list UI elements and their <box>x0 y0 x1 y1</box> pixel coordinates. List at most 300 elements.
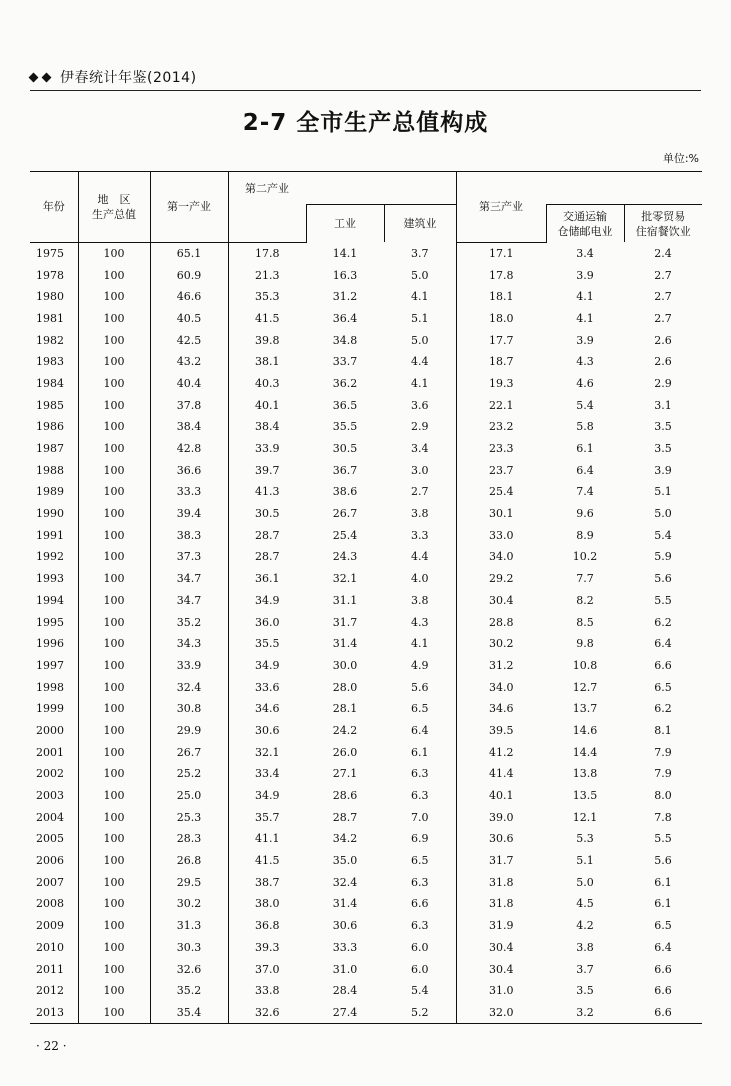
value-cell: 6.1 <box>654 875 672 889</box>
value-cell: 6.6 <box>411 897 429 911</box>
value-cell: 36.4 <box>332 311 358 325</box>
value-cell: 5.6 <box>654 854 672 868</box>
value-cell: 100 <box>78 958 150 980</box>
table-row <box>30 481 702 503</box>
value-cell: 23.2 <box>456 416 546 438</box>
table-row <box>30 286 702 308</box>
table-row <box>30 329 702 351</box>
value-cell: 13.8 <box>572 767 598 781</box>
value-cell: 31.8 <box>456 871 546 893</box>
header-tertiary: 第三产业 <box>456 172 546 243</box>
value-cell: 3.7 <box>576 962 594 976</box>
value-cell: 42.8 <box>150 438 228 460</box>
diamond-icon <box>29 72 39 82</box>
table-row <box>30 980 702 1002</box>
value-cell: 4.0 <box>411 572 429 586</box>
value-cell: 10.2 <box>572 550 598 564</box>
value-cell: 9.8 <box>576 637 594 651</box>
value-cell: 30.0 <box>332 658 358 672</box>
value-cell: 100 <box>78 915 150 937</box>
value-cell: 38.4 <box>228 416 306 438</box>
value-cell: 3.1 <box>654 398 672 412</box>
value-cell: 25.2 <box>150 763 228 785</box>
header-trade-line2: 住宿餐饮业 <box>635 224 691 238</box>
year-cell: 1985 <box>36 398 64 412</box>
value-cell: 26.7 <box>332 507 358 521</box>
value-cell: 37.3 <box>150 546 228 568</box>
value-cell: 8.9 <box>576 528 594 542</box>
value-cell: 36.1 <box>228 568 306 590</box>
value-cell: 31.2 <box>332 290 358 304</box>
value-cell: 35.2 <box>150 980 228 1002</box>
value-cell: 41.5 <box>228 850 306 872</box>
table-row <box>30 828 702 850</box>
value-cell: 5.2 <box>384 1002 456 1024</box>
value-cell: 34.9 <box>228 590 306 612</box>
value-cell: 30.4 <box>456 937 546 959</box>
table-row <box>30 264 702 286</box>
header-transport <box>546 205 624 243</box>
value-cell: 32.6 <box>228 1002 306 1024</box>
value-cell: 100 <box>78 459 150 481</box>
table-header <box>30 172 702 243</box>
page-title: 2-7 全市生产总值构成 <box>242 110 489 136</box>
value-cell: 31.4 <box>332 637 358 651</box>
value-cell: 2.6 <box>654 333 672 347</box>
value-cell: 39.8 <box>228 329 306 351</box>
value-cell: 32.0 <box>456 1002 546 1024</box>
value-cell: 28.8 <box>456 611 546 633</box>
value-cell: 5.1 <box>576 854 594 868</box>
table-row <box>30 546 702 568</box>
value-cell: 5.0 <box>576 875 594 889</box>
header-trade-line1: 批零贸易 <box>641 209 686 223</box>
value-cell: 7.8 <box>654 810 672 824</box>
header-gdp <box>78 172 150 243</box>
value-cell: 100 <box>78 980 150 1002</box>
value-cell: 100 <box>78 763 150 785</box>
value-cell: 34.6 <box>456 698 546 720</box>
value-cell: 35.0 <box>332 854 358 868</box>
value-cell: 100 <box>78 785 150 807</box>
value-cell: 29.5 <box>150 871 228 893</box>
value-cell: 100 <box>78 264 150 286</box>
header-gdp-line1: 地 区 <box>97 192 131 206</box>
value-cell: 28.4 <box>332 984 358 998</box>
value-cell: 31.2 <box>456 655 546 677</box>
value-cell: 10.8 <box>572 658 598 672</box>
value-cell: 8.5 <box>576 615 594 629</box>
value-cell: 17.8 <box>228 242 306 264</box>
table-row <box>30 611 702 633</box>
value-cell: 4.3 <box>576 355 594 369</box>
value-cell: 100 <box>78 394 150 416</box>
value-cell: 28.7 <box>332 810 358 824</box>
value-cell: 9.6 <box>576 507 594 521</box>
table-row <box>30 438 702 460</box>
table-body <box>30 242 702 1024</box>
value-cell: 28.1 <box>332 702 358 716</box>
value-cell: 6.6 <box>624 1002 702 1024</box>
value-cell: 34.7 <box>150 590 228 612</box>
value-cell: 38.4 <box>150 416 228 438</box>
value-cell: 31.8 <box>456 893 546 915</box>
table-row <box>30 676 702 698</box>
value-cell: 46.6 <box>150 286 228 308</box>
value-cell: 2.9 <box>654 376 672 390</box>
year-cell: 1993 <box>36 572 64 586</box>
table-row <box>30 1002 702 1024</box>
value-cell: 29.9 <box>150 720 228 742</box>
value-cell: 5.1 <box>411 311 429 325</box>
value-cell: 2.4 <box>654 246 672 260</box>
value-cell: 60.9 <box>150 264 228 286</box>
value-cell: 100 <box>78 655 150 677</box>
year-cell: 2006 <box>36 854 64 868</box>
value-cell: 6.2 <box>654 702 672 716</box>
value-cell: 39.7 <box>228 459 306 481</box>
value-cell: 6.1 <box>576 442 594 456</box>
table-row <box>30 785 702 807</box>
value-cell: 100 <box>78 698 150 720</box>
value-cell: 30.6 <box>228 720 306 742</box>
value-cell: 3.8 <box>576 940 594 954</box>
value-cell: 24.3 <box>332 550 358 564</box>
year-cell: 2001 <box>36 745 64 759</box>
value-cell: 6.2 <box>654 615 672 629</box>
value-cell: 28.0 <box>332 680 358 694</box>
header-gdp-line2: 生产总值 <box>92 207 136 221</box>
value-cell: 37.8 <box>150 394 228 416</box>
header-trade <box>624 205 702 243</box>
value-cell: 6.0 <box>411 962 429 976</box>
value-cell: 3.0 <box>411 463 429 477</box>
value-cell: 7.9 <box>654 767 672 781</box>
value-cell: 2.7 <box>654 268 672 282</box>
year-cell: 2013 <box>30 1002 78 1024</box>
value-cell: 2.7 <box>654 290 672 304</box>
value-cell: 41.3 <box>228 481 306 503</box>
value-cell: 100 <box>78 871 150 893</box>
value-cell: 3.8 <box>411 507 429 521</box>
table-row <box>30 373 702 395</box>
value-cell: 3.6 <box>411 398 429 412</box>
value-cell: 13.7 <box>572 702 598 716</box>
value-cell: 100 <box>78 546 150 568</box>
value-cell: 34.0 <box>456 676 546 698</box>
value-cell: 31.7 <box>332 615 358 629</box>
value-cell: 3.5 <box>576 984 594 998</box>
year-cell: 1999 <box>36 702 64 716</box>
value-cell: 31.0 <box>332 962 358 976</box>
table-row <box>30 459 702 481</box>
value-cell: 23.7 <box>456 459 546 481</box>
year-cell: 2002 <box>36 767 64 781</box>
value-cell: 5.4 <box>411 984 429 998</box>
value-cell: 33.6 <box>228 676 306 698</box>
value-cell: 33.7 <box>332 355 358 369</box>
value-cell: 43.2 <box>150 351 228 373</box>
value-cell: 35.7 <box>228 806 306 828</box>
year-cell: 2000 <box>36 723 64 737</box>
table-row <box>30 416 702 438</box>
value-cell: 3.7 <box>411 246 429 260</box>
header-construction: 建筑业 <box>384 205 456 243</box>
value-cell: 100 <box>78 351 150 373</box>
value-cell: 31.0 <box>456 980 546 1002</box>
year-cell: 1994 <box>36 593 64 607</box>
value-cell: 14.6 <box>572 723 598 737</box>
value-cell: 34.3 <box>150 633 228 655</box>
header-tertiary-span <box>546 172 702 205</box>
value-cell: 6.3 <box>411 919 429 933</box>
value-cell: 31.1 <box>332 593 358 607</box>
value-cell: 30.6 <box>332 919 358 933</box>
value-cell: 100 <box>78 416 150 438</box>
header-secondary-span <box>306 172 456 205</box>
year-cell: 2009 <box>36 919 64 933</box>
year-cell: 1978 <box>36 268 64 282</box>
value-cell: 35.5 <box>332 420 358 434</box>
value-cell: 17.8 <box>456 264 546 286</box>
year-cell: 1975 <box>36 246 64 260</box>
value-cell: 100 <box>78 329 150 351</box>
table-row <box>30 308 702 330</box>
header-transport-line1: 交通运输 <box>563 209 607 223</box>
value-cell: 31.9 <box>456 915 546 937</box>
value-cell: 3.4 <box>411 442 429 456</box>
value-cell: 39.4 <box>150 503 228 525</box>
value-cell: 26.7 <box>150 741 228 763</box>
value-cell: 30.4 <box>456 590 546 612</box>
value-cell: 100 <box>78 676 150 698</box>
value-cell: 13.5 <box>572 789 598 803</box>
page-number: · 22 · <box>36 1039 67 1053</box>
value-cell: 28.7 <box>228 524 306 546</box>
value-cell: 31.4 <box>332 897 358 911</box>
value-cell: 3.5 <box>654 420 672 434</box>
value-cell: 3.9 <box>654 463 672 477</box>
value-cell: 33.8 <box>228 980 306 1002</box>
value-cell: 4.5 <box>576 897 594 911</box>
value-cell: 100 <box>78 524 150 546</box>
value-cell: 6.5 <box>411 854 429 868</box>
value-cell: 6.5 <box>654 680 672 694</box>
table-row <box>30 850 702 872</box>
table-row <box>30 937 702 959</box>
header-industry: 工业 <box>306 205 384 243</box>
value-cell: 30.3 <box>150 937 228 959</box>
value-cell: 40.5 <box>150 308 228 330</box>
value-cell: 4.1 <box>411 290 429 304</box>
unit-label: 单位:% <box>662 152 699 165</box>
year-cell: 1992 <box>36 550 64 564</box>
year-cell: 1996 <box>36 637 64 651</box>
value-cell: 39.0 <box>456 806 546 828</box>
value-cell: 27.1 <box>332 767 358 781</box>
value-cell: 5.6 <box>411 680 429 694</box>
value-cell: 30.6 <box>456 828 546 850</box>
table-row <box>30 524 702 546</box>
value-cell: 100 <box>78 481 150 503</box>
value-cell: 100 <box>78 850 150 872</box>
value-cell: 5.8 <box>576 420 594 434</box>
value-cell: 29.2 <box>456 568 546 590</box>
value-cell: 35.4 <box>150 1002 228 1024</box>
year-cell: 1988 <box>36 463 64 477</box>
running-header <box>30 66 197 88</box>
year-cell: 1986 <box>36 420 64 434</box>
value-cell: 6.4 <box>654 637 672 651</box>
table-row <box>30 394 702 416</box>
value-cell: 23.3 <box>456 438 546 460</box>
value-cell: 33.9 <box>228 438 306 460</box>
header-rule <box>30 90 701 91</box>
year-cell: 1980 <box>36 290 64 304</box>
value-cell: 65.1 <box>150 242 228 264</box>
value-cell: 38.1 <box>228 351 306 373</box>
table-row <box>30 915 702 937</box>
value-cell: 4.9 <box>411 658 429 672</box>
value-cell: 38.3 <box>150 524 228 546</box>
value-cell: 5.0 <box>654 507 672 521</box>
gdp-composition-table <box>30 171 702 1024</box>
value-cell: 100 <box>78 503 150 525</box>
value-cell: 38.6 <box>332 485 358 499</box>
year-cell: 2011 <box>36 962 64 976</box>
table-row <box>30 351 702 373</box>
value-cell: 33.9 <box>150 655 228 677</box>
value-cell: 100 <box>78 242 150 264</box>
value-cell: 18.1 <box>456 286 546 308</box>
value-cell: 3.9 <box>576 268 594 282</box>
value-cell: 7.4 <box>576 485 594 499</box>
table-row <box>30 655 702 677</box>
year-cell: 2007 <box>36 875 64 889</box>
value-cell: 25.0 <box>150 785 228 807</box>
value-cell: 4.4 <box>411 550 429 564</box>
book-title: 伊春统计年鉴(2014) <box>60 70 197 86</box>
value-cell: 28.7 <box>228 546 306 568</box>
value-cell: 12.1 <box>572 810 598 824</box>
value-cell: 34.7 <box>150 568 228 590</box>
value-cell: 32.4 <box>150 676 228 698</box>
value-cell: 4.3 <box>411 615 429 629</box>
value-cell: 3.5 <box>654 442 672 456</box>
value-cell: 5.0 <box>411 268 429 282</box>
value-cell: 6.6 <box>654 658 672 672</box>
year-cell: 2004 <box>36 810 64 824</box>
value-cell: 5.3 <box>576 832 594 846</box>
value-cell: 8.1 <box>654 723 672 737</box>
value-cell: 4.1 <box>411 376 429 390</box>
value-cell: 36.2 <box>332 376 358 390</box>
value-cell: 35.3 <box>228 286 306 308</box>
year-cell: 1998 <box>36 680 64 694</box>
year-cell: 2008 <box>36 897 64 911</box>
table-row <box>30 763 702 785</box>
value-cell: 5.5 <box>654 593 672 607</box>
table-row <box>30 871 702 893</box>
value-cell: 8.0 <box>654 789 672 803</box>
diamond-icon <box>42 72 52 82</box>
table-row <box>30 590 702 612</box>
value-cell: 25.4 <box>456 481 546 503</box>
value-cell: 41.2 <box>456 741 546 763</box>
value-cell: 100 <box>78 720 150 742</box>
value-cell: 4.1 <box>576 290 594 304</box>
year-cell: 2012 <box>36 984 64 998</box>
value-cell: 6.1 <box>654 897 672 911</box>
value-cell: 26.0 <box>332 745 358 759</box>
value-cell: 5.4 <box>576 398 594 412</box>
header-secondary: 第二产业 <box>228 172 306 205</box>
value-cell: 21.3 <box>228 264 306 286</box>
value-cell: 100 <box>78 1002 150 1024</box>
value-cell: 32.1 <box>332 572 358 586</box>
value-cell: 7.0 <box>411 810 429 824</box>
value-cell: 3.3 <box>411 528 429 542</box>
value-cell: 41.4 <box>456 763 546 785</box>
value-cell: 3.2 <box>546 1002 624 1024</box>
value-cell: 6.1 <box>411 745 429 759</box>
year-cell: 1989 <box>36 485 64 499</box>
value-cell: 26.8 <box>150 850 228 872</box>
value-cell: 100 <box>78 438 150 460</box>
value-cell: 39.3 <box>228 937 306 959</box>
value-cell: 100 <box>78 611 150 633</box>
value-cell: 7.7 <box>576 572 594 586</box>
value-cell: 100 <box>78 308 150 330</box>
value-cell: 34.6 <box>228 698 306 720</box>
value-cell: 12.7 <box>572 680 598 694</box>
year-cell: 1990 <box>36 507 64 521</box>
value-cell: 6.6 <box>654 984 672 998</box>
year-cell: 1982 <box>36 333 64 347</box>
table-row <box>30 698 702 720</box>
value-cell: 5.5 <box>654 832 672 846</box>
value-cell: 8.2 <box>576 593 594 607</box>
value-cell: 31.7 <box>456 850 546 872</box>
value-cell: 33.0 <box>456 524 546 546</box>
value-cell: 7.9 <box>654 745 672 759</box>
value-cell: 38.0 <box>228 893 306 915</box>
value-cell: 6.6 <box>654 962 672 976</box>
value-cell: 34.9 <box>228 785 306 807</box>
value-cell: 6.3 <box>411 767 429 781</box>
value-cell: 30.8 <box>150 698 228 720</box>
value-cell: 6.4 <box>654 940 672 954</box>
value-cell: 100 <box>78 633 150 655</box>
year-cell: 1987 <box>36 442 64 456</box>
value-cell: 30.1 <box>456 503 546 525</box>
table-row <box>30 242 702 264</box>
table-row <box>30 806 702 828</box>
table-row <box>30 958 702 980</box>
value-cell: 34.9 <box>228 655 306 677</box>
table-row <box>30 893 702 915</box>
table-row <box>30 741 702 763</box>
value-cell: 14.4 <box>572 745 598 759</box>
value-cell: 33.3 <box>150 481 228 503</box>
year-cell: 1991 <box>36 528 64 542</box>
value-cell: 40.4 <box>150 373 228 395</box>
value-cell: 4.2 <box>576 919 594 933</box>
year-cell: 1995 <box>36 615 64 629</box>
value-cell: 25.4 <box>332 528 358 542</box>
value-cell: 100 <box>78 741 150 763</box>
value-cell: 4.1 <box>576 311 594 325</box>
